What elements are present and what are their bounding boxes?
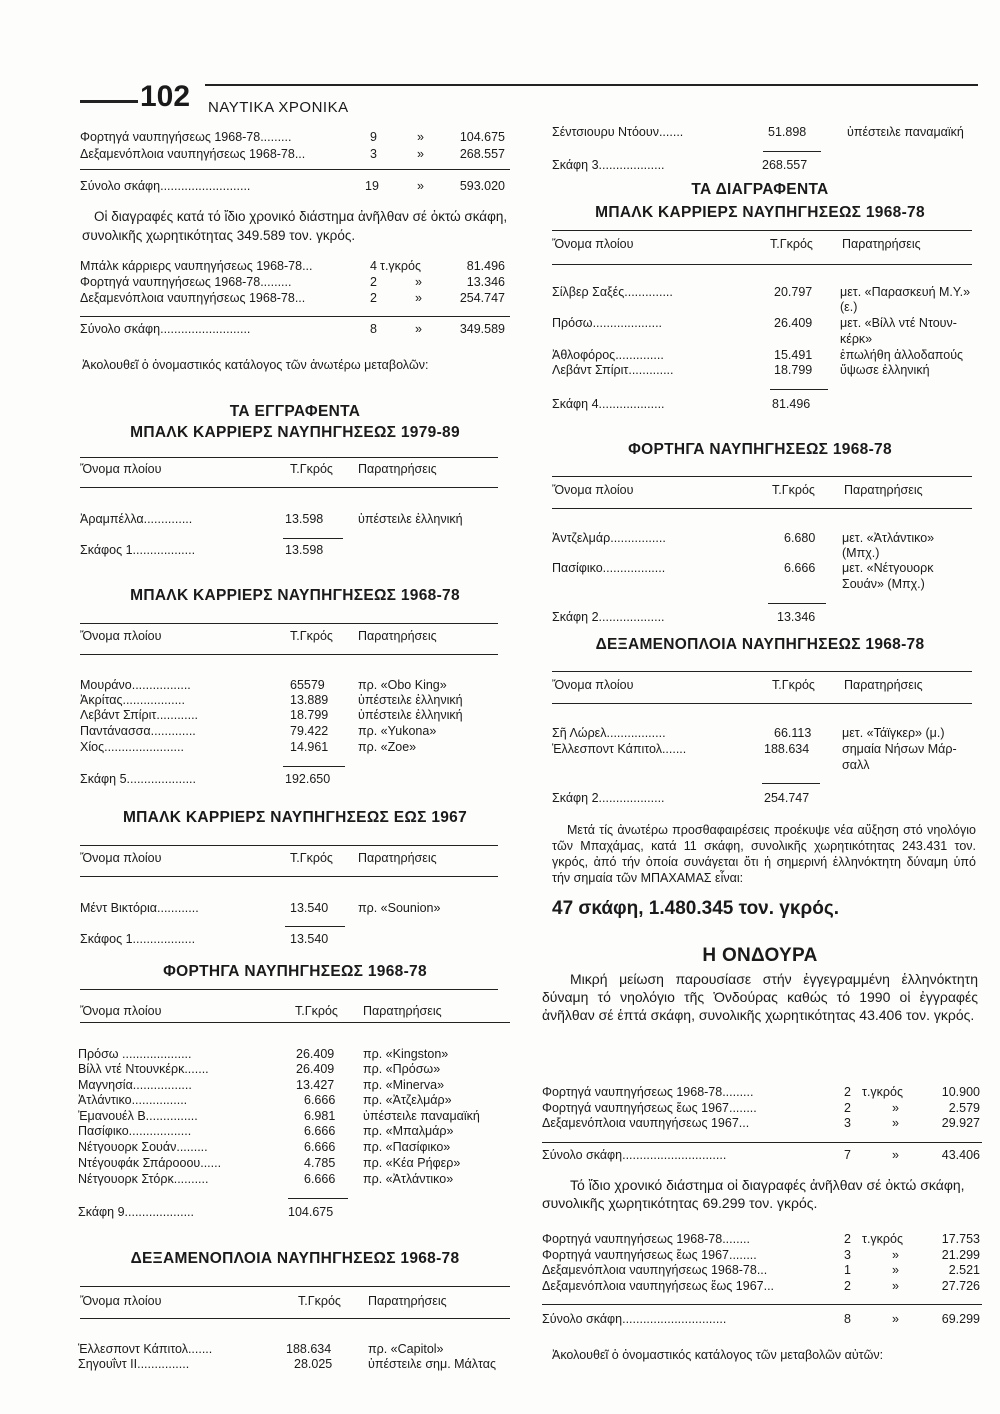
summary-row: Φορτηγά ναυπηγήσεως 1968-78........ 2 τ.γκρός 17.753 — [542, 1232, 980, 1246]
bahamas-total-highlight: 47 σκάφη, 1.480.345 τον. γκρός. — [552, 898, 839, 919]
table-row: Νέτγουορκ Σουάν......... 6.666 πρ. «Πασίφικο» — [78, 1140, 451, 1154]
table-row: Ἑλλεσποντ Κάπιτολ....... 188.634 πρ. «Capitol» — [78, 1342, 444, 1356]
table-row-cont: σαλλ — [842, 758, 870, 772]
table-row: Σηγουΐντ ΙΙ............... 28.025 ὑπέστειλε σημ. Μάλτας — [78, 1357, 497, 1371]
table-header: Ὄνομα πλοίου Τ.Γκρός Παρατηρήσεις — [552, 483, 923, 497]
table-header: Ὄνομα πλοίου Τ.Γκρός Παρατηρήσεις — [552, 678, 923, 692]
table-row: Ἀραμπέλλα.............. 13.598 ὑπέστειλε ἑλληνική — [80, 512, 463, 526]
table-row: Μουράνο................. 65579 πρ. «Obo King» — [80, 678, 447, 692]
table-row: Σέντσιουρυ Ντόουν....... 51.898 ὑπέστειλε παναμαϊκή — [552, 125, 964, 139]
summary-row: Φορτηγά ναυπηγήσεως 1968-78......... 2 » 13.346 — [80, 275, 505, 289]
summary-row: Φορτηγά ναυπηγήσεως ἕως 1967........ 3 » 21.299 — [542, 1248, 980, 1262]
section-title-deleted-tankers: ΔΕΞΑΜΕΝΟΠΛΟΙΑ ΝΑΥΠΗΓΗΣΕΩΣ 1968-78 — [595, 636, 925, 653]
table-header: Ὄνομα πλοίου Τ.Γκρός Παρατηρήσεις — [80, 629, 437, 643]
table-row: Ἀντζελμάρ................ 6.680 μετ. «Ἀτλάντικο» — [552, 531, 935, 545]
paragraph-list-intro: Ἀκολουθεῖ ὁ ὀνομαστικός κατάλογος τῶν ἀνωτέρω μεταβολῶν: — [82, 358, 429, 372]
table-total: Σκάφη 2................... 13.346 — [552, 610, 816, 624]
table-row: Μαγνησία................. 13.427 πρ. «Minerva» — [78, 1078, 445, 1092]
summary-row: Φορτηγά ναυπηγήσεως 1968-78......... 2 τ.γκρός 10.900 — [542, 1085, 980, 1099]
section-title-deleted: ΤΑ ΔΙΑΓΡΑΦΕΝΤΑ — [691, 181, 829, 198]
table-row: Πρόσω.................... 26.409 μετ. «Βίλλ ντέ Ντουν- — [552, 316, 957, 330]
paragraph-honduras: Μικρή μείωση παρουσίασε στήν ἐγγεγραμμένη ἑλληνόκτητη δύναμη τό νηολόγιο τῆς Ὁνδούρας καθώς τό 1990 οἱ ἐγγραφές ἀνῆλθαν σέ ἑπτά σκάφη, συνολικῆς χωρητικότητας 43.406 τον. γκρός. — [542, 971, 978, 1023]
summary-row: Δεξαμενόπλοια ναυπηγήσεως ἕως 1967... 2 » 27.726 — [542, 1279, 980, 1293]
table-row: Πασίφικο.................. 6.666 μετ. «Νέτγουορκ — [552, 561, 934, 575]
table-total: Σκάφη 4................... 81.496 — [552, 397, 811, 411]
table-header: Ὄνομα πλοίου Τ.Γκρός Παρατηρήσεις — [80, 851, 437, 865]
table-row-cont: (Μπχ.) — [842, 546, 880, 560]
table-row: Μέντ Βικτόρια............ 13.540 πρ. «Sounion» — [80, 901, 441, 915]
section-title-bulk-1967: ΜΠΑΛΚ ΚΑΡΡΙΕΡΣ ΝΑΥΠΗΓΗΣΕΩΣ ΕΩΣ 1967 — [122, 809, 468, 826]
paragraph-bahamas-summary: Μετά τίς ἀνωτέρω προσθαφαιρέσεις προέκυψε νέα αὔξηση στό νηολόγιο τῶν Μπαχάμας, κατά 11 σκάφη, συνολικῆς χωρητικότητας 243.431 τον. γκρός, ἀπό τήν ὁποία συνάγεται ὅτι ἡ σημερινή ἑλληνόκτητη δύναμη ὑπό τήν σημαία τῶν ΜΠΑΧΑΜΑΣ εἶναι: — [552, 823, 976, 885]
table-total: Σκάφος 1.................. 13.598 — [80, 543, 324, 557]
summary-total: Σύνολο σκάφη.......................... 19 » 593.020 — [80, 179, 505, 193]
table-row-cont: κέρκ» — [840, 332, 873, 346]
journal-title: ΝΑΥΤΙΚΑ ΧΡΟΝΙΚΑ — [208, 99, 349, 116]
section-title-deleted-sub: ΜΠΑΛΚ ΚΑΡΡΙΕΡΣ ΝΑΥΠΗΓΗΣΕΩΣ 1968-78 — [595, 204, 925, 221]
table-row: Παντάνασσα............. 79.422 πρ. «Yukona» — [80, 724, 437, 738]
table-row: Σῆ Λώρελ................. 66.113 μετ. «Τάϊγκερ» (μ.) — [552, 726, 945, 740]
table-header: Ὄνομα πλοίου Τ.Γκρός Παρατηρήσεις — [80, 1294, 447, 1308]
header-rule — [205, 84, 978, 86]
section-title-registered-sub: ΜΠΑΛΚ ΚΑΡΡΙΕΡΣ ΝΑΥΠΗΓΗΣΕΩΣ 1979-89 — [130, 424, 460, 441]
table-header: Ὄνομα πλοίου Τ.Γκρός Παρατηρήσεις — [80, 1004, 442, 1018]
table-row: Πρόσω .................... 26.409 πρ. «Kingston» — [78, 1047, 449, 1061]
summary-row: Μπάλκ κάρριερς ναυπηγήσεως 1968-78... 4 τ.γκρός 81.496 — [80, 259, 505, 273]
section-title-bulk-1968: ΜΠΑΛΚ ΚΑΡΡΙΕΡΣ ΝΑΥΠΗΓΗΣΕΩΣ 1968-78 — [130, 587, 460, 604]
section-title-deleted-cargo: ΦΟΡΤΗΓΑ ΝΑΥΠΗΓΗΣΕΩΣ 1968-78 — [628, 441, 892, 458]
table-row: Νέτγουορκ Στόρκ.......... 6.666 πρ. «Ἀτλάντικο» — [78, 1172, 454, 1186]
summary-row: Δεξαμενόπλοια ναυπηγήσεως 1968-78... 3 » 268.557 — [80, 147, 505, 161]
summary-total: Σύνολο σκάφη.......................... 8 » 349.589 — [80, 322, 505, 336]
summary-row: Δεξαμενόπλοια ναυπηγήσεως 1967... 3 » 29.927 — [542, 1116, 980, 1130]
table-row: Ἀθλοφόρος.............. 15.491 ἐπωλήθη ἀλλοδαπούς — [552, 348, 964, 362]
table-row: Πασίφικο.................. 6.666 πρ. «Μπαλμάρ» — [78, 1124, 454, 1138]
table-row: Ἀτλάντικο................ 6.666 πρ. «Ἀτζελμάρ» — [78, 1093, 452, 1107]
summary-total: Σύνολο σκάφη.............................. 7 » 43.406 — [542, 1148, 980, 1162]
summary-total: Σύνολο σκάφη.............................. 8 » 69.299 — [542, 1312, 980, 1326]
paragraph-honduras-list-intro: Ἀκολουθεῖ ὁ ὀνομαστικός κατάλογος τῶν μεταβολῶν αὐτῶν: — [552, 1348, 884, 1362]
paragraph-deletions: Οἱ διαγραφές κατά τό ἴδιο χρονικό διάστημα ἀνῆλθαν σέ ὀκτώ σκάφη, συνολικῆς χωρητικότητας 349.589 τον. γκρός. — [82, 209, 508, 243]
table-row: Χίος....................... 14.961 πρ. «Zoe» — [80, 740, 417, 754]
section-title-honduras: Η ΟΝΔΟΥΡΑ — [702, 945, 818, 966]
table-row: Βίλλ ντέ Ντουνκέρκ....... 26.409 πρ. «Πρόσω» — [78, 1062, 441, 1076]
table-total: Σκάφη 5.................... 192.650 — [80, 772, 331, 786]
table-row: Ντέγουφάκ Σπάροοου...... 4.785 πρ. «Κέα Ρήφερ» — [78, 1156, 461, 1170]
table-row-cont: (ε.) — [840, 300, 858, 314]
table-row-cont: Σουάν» (Μπχ.) — [842, 577, 925, 591]
table-total: Σκάφη 2................... 254.747 — [552, 791, 810, 805]
table-total: Σκάφος 1.................. 13.540 — [80, 932, 329, 946]
table-row: Λεβάντ Σπίριτ............ 18.799 ὑπέστειλε ἑλληνική — [80, 708, 463, 722]
table-row: Ἐμανουέλ Β............... 6.981 ὑπέστειλε παναμαϊκή — [78, 1109, 480, 1123]
summary-row: Φορτηγά ναυπηγήσεως 1968-78......... 9 » 104.675 — [80, 130, 505, 144]
table-row: Σίλβερ Σαξές.............. 20.797 μετ. «Παρασκευή Μ.Υ.» — [552, 285, 971, 299]
section-title-registered: ΤΑ ΕΓΓΡΑΦΕΝΤΑ — [229, 403, 361, 420]
table-total: Σκάφη 9.................... 104.675 — [78, 1205, 334, 1219]
summary-row: Φορτηγά ναυπηγήσεως ἕως 1967........ 2 » 2.579 — [542, 1101, 980, 1115]
table-row: Λεβάντ Σπίριτ............. 18.799 ὕψωσε ἑλληνική — [552, 363, 930, 377]
page-number: 102 — [140, 80, 191, 113]
summary-row: Δεξαμενόπλοια ναυπηγήσεως 1968-78... 2 » 254.747 — [80, 291, 505, 305]
table-total: Σκάφη 3................... 268.557 — [552, 158, 808, 172]
section-title-tankers-1968: ΔΕΞΑΜΕΝΟΠΛΟΙΑ ΝΑΥΠΗΓΗΣΕΩΣ 1968-78 — [130, 1250, 460, 1267]
table-header: Ὄνομα πλοίου Τ.Γκρός Παρατηρήσεις — [80, 462, 437, 476]
paragraph-honduras-deletions: Τό ἴδιο χρονικό διάστημα οἱ διαγραφές ἀνῆλθαν σέ ὀκτώ σκάφη, συνολικῆς χωρητικότητας 69.299 τον. γκρός. — [542, 1177, 965, 1211]
table-header: Ὄνομα πλοίου Τ.Γκρός Παρατηρήσεις — [552, 237, 921, 251]
table-row: Ἀκρίτας.................. 13.889 ὑπέστειλε ἑλληνική — [80, 693, 463, 707]
summary-row: Δεξαμενόπλοια ναυπηγήσεως 1968-78... 1 » 2.521 — [542, 1263, 980, 1277]
table-row: Ἑλλεσποντ Κάπιτολ....... 188.634 σημαία Νήσων Μάρ- — [552, 742, 957, 756]
section-title-cargo-1968: ΦΟΡΤΗΓΑ ΝΑΥΠΗΓΗΣΕΩΣ 1968-78 — [163, 963, 427, 980]
